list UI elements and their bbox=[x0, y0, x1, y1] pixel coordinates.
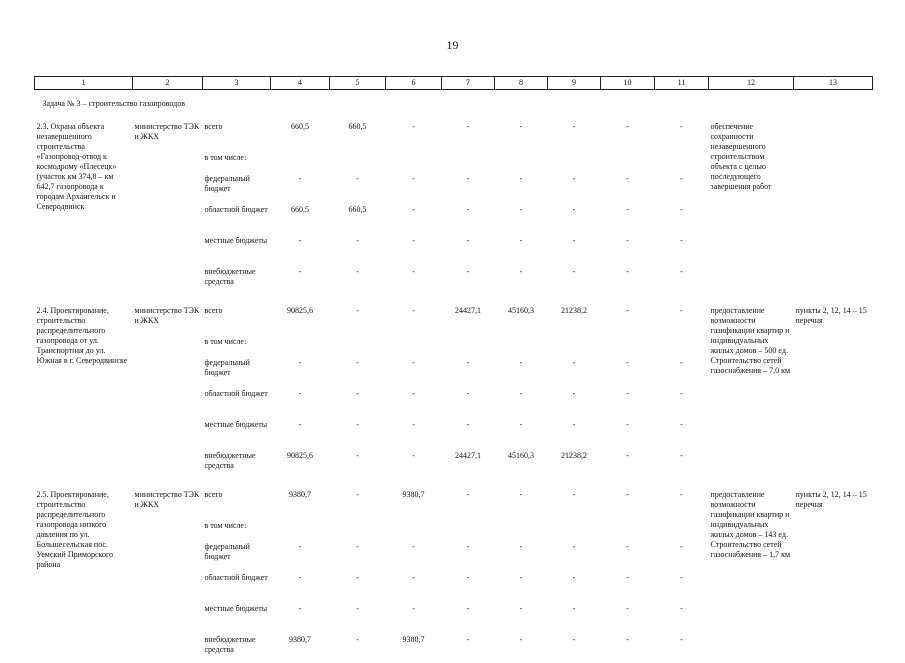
funding-value: 45160,3 bbox=[508, 306, 534, 315]
funding-value: 9380,7 bbox=[402, 490, 425, 499]
funding-value bbox=[386, 334, 442, 355]
funding-value: 660,5 bbox=[291, 205, 309, 214]
funding-value: - bbox=[572, 542, 576, 551]
funding-value bbox=[548, 334, 601, 355]
funding-value: - bbox=[466, 358, 470, 367]
funding-value: - bbox=[298, 573, 302, 582]
funding-value: - bbox=[519, 604, 523, 613]
funding-value: - bbox=[626, 358, 629, 367]
funding-value bbox=[271, 150, 330, 171]
funding-value: - bbox=[356, 635, 359, 644]
funding-source-label: местные бюджеты bbox=[204, 604, 268, 613]
funding-value: - bbox=[466, 542, 470, 551]
separator-cell bbox=[35, 479, 873, 487]
funding-value: - bbox=[356, 389, 359, 398]
funding-value: 24427,1 bbox=[455, 306, 481, 315]
funding-value: - bbox=[572, 358, 576, 367]
funding-source-label: всего bbox=[204, 490, 223, 499]
funding-value: - bbox=[356, 306, 359, 315]
funding-value: - bbox=[572, 174, 576, 183]
funding-value: - bbox=[519, 358, 523, 367]
funding-value bbox=[601, 518, 655, 539]
block-separator bbox=[35, 479, 873, 487]
funding-value: - bbox=[412, 542, 415, 551]
funding-value: 21238,2 bbox=[561, 306, 587, 315]
funding-source-label: областной бюджет bbox=[204, 573, 268, 582]
funding-value: 90825,6 bbox=[287, 306, 313, 315]
funding-value: - bbox=[680, 306, 683, 315]
funding-value: - bbox=[356, 174, 359, 183]
funding-source-label: в том числе: bbox=[204, 521, 247, 530]
column-number-12: 12 bbox=[709, 77, 794, 90]
funding-value: - bbox=[626, 122, 629, 131]
funding-value bbox=[548, 150, 601, 171]
funding-value: - bbox=[519, 389, 523, 398]
funding-value: - bbox=[466, 236, 470, 245]
funding-value: - bbox=[412, 420, 415, 429]
funding-source-label: федеральный бюджет bbox=[204, 542, 250, 561]
funding-value: - bbox=[680, 174, 683, 183]
funding-value: - bbox=[626, 542, 629, 551]
funding-value: - bbox=[298, 542, 302, 551]
funding-value: 45160,3 bbox=[508, 451, 534, 460]
funding-value: - bbox=[680, 420, 683, 429]
funding-value: - bbox=[519, 267, 523, 276]
funding-value: - bbox=[356, 604, 359, 613]
funding-value: - bbox=[466, 573, 470, 582]
funding-value bbox=[655, 334, 709, 355]
separator-cell bbox=[35, 295, 873, 303]
funding-source-label: в том числе: bbox=[204, 337, 247, 346]
funding-value: - bbox=[519, 420, 523, 429]
funding-value bbox=[442, 518, 495, 539]
funding-source-label: областной бюджет bbox=[204, 205, 268, 214]
funding-source-label: местные бюджеты bbox=[204, 420, 268, 429]
column-number-2: 2 bbox=[133, 77, 203, 90]
indicator-reference: пункты 2, 12, 14 – 15 перечня bbox=[795, 490, 867, 509]
funding-value: - bbox=[519, 542, 523, 551]
funding-value: - bbox=[626, 420, 629, 429]
funding-value: - bbox=[572, 490, 576, 499]
funding-value: 660,5 bbox=[291, 122, 309, 131]
funding-source-label: всего bbox=[204, 122, 223, 131]
column-number-9: 9 bbox=[548, 77, 601, 90]
funding-value bbox=[655, 150, 709, 171]
funding-value bbox=[442, 334, 495, 355]
funding-value: 9380,7 bbox=[289, 635, 311, 644]
expected-result: обеспечение сохранности незавершенного строительством объекта с целью последующего завершения работ bbox=[710, 122, 772, 191]
funding-value bbox=[330, 150, 386, 171]
expected-result: предоставление возможности газификации квартир и индивидуальных жилых домов – 500 ед. Строительство сетей газоснабжения – 7,0 км bbox=[710, 306, 791, 375]
block-separator bbox=[35, 295, 873, 303]
column-number-10: 10 bbox=[601, 77, 655, 90]
funding-value: 24427,1 bbox=[455, 451, 481, 460]
funding-value: - bbox=[626, 174, 629, 183]
funding-value: - bbox=[572, 420, 576, 429]
funding-value: - bbox=[412, 205, 415, 214]
measure-description: 2.3. Охрана объекта незавершенного строительства «Газопровод-отвод к космодрому «Плесецк» (участок км 374,8 – км 642,7 газопровода к городам Архангельск и Северодвинск bbox=[36, 122, 117, 211]
funding-source-label: всего bbox=[204, 306, 223, 315]
task-row bbox=[35, 90, 873, 120]
funding-value: - bbox=[680, 451, 683, 460]
funding-value: - bbox=[519, 174, 523, 183]
measure-description: 2.4. Проектирование, строительство распределительного газопровода от ул. Транспортная до ул. Южная в г. Северодвинске bbox=[36, 306, 128, 365]
funding-source-label: федеральный бюджет bbox=[204, 174, 250, 193]
funding-value bbox=[386, 150, 442, 171]
column-number-13: 13 bbox=[794, 77, 873, 90]
funding-value: - bbox=[466, 604, 470, 613]
column-number-6: 6 bbox=[386, 77, 442, 90]
funding-value: - bbox=[519, 635, 523, 644]
funding-source-label: в том числе: bbox=[204, 153, 247, 162]
funding-value: - bbox=[298, 267, 302, 276]
responsible-executor: министерство ТЭК и ЖКХ bbox=[134, 490, 200, 509]
funding-value: - bbox=[680, 490, 683, 499]
funding-value bbox=[271, 518, 330, 539]
funding-value: - bbox=[298, 389, 302, 398]
funding-value bbox=[386, 518, 442, 539]
column-header-row bbox=[35, 77, 873, 90]
funding-value: - bbox=[680, 358, 683, 367]
indicator-reference bbox=[794, 119, 873, 295]
funding-value bbox=[548, 518, 601, 539]
funding-value: - bbox=[466, 490, 470, 499]
responsible-executor: министерство ТЭК и ЖКХ bbox=[134, 122, 200, 141]
funding-value: 660,5 bbox=[348, 122, 367, 131]
funding-value bbox=[655, 518, 709, 539]
funding-value: - bbox=[626, 267, 629, 276]
column-number-8: 8 bbox=[495, 77, 548, 90]
funding-value: 9380,7 bbox=[289, 490, 311, 499]
funding-value: - bbox=[572, 389, 576, 398]
expected-result: предоставление возможности газификации квартир и индивидуальных жилых домов – 143 ед. Строительство сетей газоснабжения – 1,7 км bbox=[710, 490, 791, 559]
funding-value: - bbox=[466, 205, 470, 214]
funding-value bbox=[495, 150, 548, 171]
funding-value: - bbox=[680, 573, 683, 582]
funding-value: - bbox=[626, 451, 629, 460]
funding-value: - bbox=[626, 306, 629, 315]
funding-value: - bbox=[572, 122, 576, 131]
funding-value: 90825,6 bbox=[287, 451, 313, 460]
funding-value: - bbox=[572, 236, 576, 245]
funding-value: - bbox=[466, 122, 470, 131]
funding-value: - bbox=[466, 174, 470, 183]
funding-value: - bbox=[356, 358, 359, 367]
funding-value: 660,5 bbox=[348, 205, 367, 214]
funding-value: - bbox=[356, 420, 359, 429]
column-number-7: 7 bbox=[442, 77, 495, 90]
funding-value: - bbox=[519, 205, 523, 214]
funding-value: - bbox=[680, 542, 683, 551]
funding-value: - bbox=[626, 635, 629, 644]
funding-value: - bbox=[412, 604, 415, 613]
funding-value: - bbox=[519, 122, 523, 131]
page-number: 19 bbox=[446, 38, 459, 52]
funding-value: - bbox=[298, 358, 302, 367]
funding-value: - bbox=[356, 542, 359, 551]
funding-value: - bbox=[356, 573, 359, 582]
funding-value bbox=[271, 334, 330, 355]
funding-source-label: областной бюджет bbox=[204, 389, 268, 398]
funding-value: - bbox=[356, 267, 359, 276]
funding-value: - bbox=[572, 267, 576, 276]
funding-value: - bbox=[626, 490, 629, 499]
funding-value: - bbox=[680, 236, 683, 245]
funding-value bbox=[495, 518, 548, 539]
funding-value: - bbox=[298, 604, 302, 613]
funding-value: - bbox=[412, 389, 415, 398]
funding-value: - bbox=[412, 573, 415, 582]
column-number-3: 3 bbox=[203, 77, 271, 90]
funding-value: - bbox=[572, 604, 576, 613]
funding-value: - bbox=[519, 490, 523, 499]
funding-value: - bbox=[572, 205, 576, 214]
funding-value: - bbox=[680, 267, 683, 276]
funding-source-label: местные бюджеты bbox=[204, 236, 268, 245]
funding-value: - bbox=[356, 490, 359, 499]
column-number-11: 11 bbox=[655, 77, 709, 90]
funding-value: - bbox=[298, 420, 302, 429]
funding-value: - bbox=[626, 205, 629, 214]
program-table bbox=[34, 76, 873, 663]
funding-value: - bbox=[519, 236, 523, 245]
funding-value: - bbox=[412, 122, 415, 131]
column-number-5: 5 bbox=[330, 77, 386, 90]
funding-value bbox=[495, 334, 548, 355]
measure-row bbox=[35, 119, 873, 150]
funding-value: - bbox=[412, 174, 415, 183]
funding-value: - bbox=[519, 573, 523, 582]
column-number-4: 4 bbox=[271, 77, 330, 90]
measure-row bbox=[35, 303, 873, 334]
funding-value: - bbox=[680, 205, 683, 214]
funding-value: - bbox=[680, 389, 683, 398]
funding-source-label: внебюджетные средства bbox=[204, 635, 256, 654]
funding-value: - bbox=[412, 236, 415, 245]
funding-value bbox=[330, 334, 386, 355]
funding-value: - bbox=[412, 267, 415, 276]
funding-value: - bbox=[680, 604, 683, 613]
funding-value: 21238,2 bbox=[561, 451, 587, 460]
funding-value: 9380,7 bbox=[402, 635, 425, 644]
funding-value: - bbox=[298, 174, 302, 183]
funding-value: - bbox=[572, 635, 576, 644]
funding-value: - bbox=[626, 573, 629, 582]
funding-value: - bbox=[466, 267, 470, 276]
responsible-executor: министерство ТЭК и ЖКХ bbox=[134, 306, 200, 325]
measure-row bbox=[35, 487, 873, 518]
measure-description: 2.5. Проектирование, строительство распределительного газопровода низкого давления по ул. Большесельская пос. Уемский Приморского района bbox=[36, 490, 114, 569]
funding-source-label: федеральный бюджет bbox=[204, 358, 250, 377]
funding-value bbox=[601, 150, 655, 171]
funding-source-label: внебюджетные средства bbox=[204, 267, 256, 286]
funding-value: - bbox=[356, 236, 359, 245]
task-title: Задача № 3 – строительство газопроводов bbox=[42, 99, 186, 108]
funding-value: - bbox=[466, 420, 470, 429]
funding-value: - bbox=[412, 306, 415, 315]
funding-value: - bbox=[298, 236, 302, 245]
funding-value bbox=[330, 518, 386, 539]
funding-value: - bbox=[626, 236, 629, 245]
funding-value bbox=[601, 334, 655, 355]
indicator-reference: пункты 2, 12, 14 – 15 перечня bbox=[795, 306, 867, 325]
funding-value: - bbox=[412, 451, 415, 460]
funding-value: - bbox=[466, 635, 470, 644]
column-number-1: 1 bbox=[35, 77, 133, 90]
funding-value: - bbox=[626, 604, 629, 613]
funding-value: - bbox=[412, 358, 415, 367]
funding-value: - bbox=[466, 389, 470, 398]
funding-value: - bbox=[356, 451, 359, 460]
funding-source-label: внебюджетные средства bbox=[204, 451, 256, 470]
funding-value bbox=[442, 150, 495, 171]
funding-value: - bbox=[572, 573, 576, 582]
funding-value: - bbox=[680, 635, 683, 644]
funding-value: - bbox=[680, 122, 683, 131]
funding-value: - bbox=[626, 389, 629, 398]
